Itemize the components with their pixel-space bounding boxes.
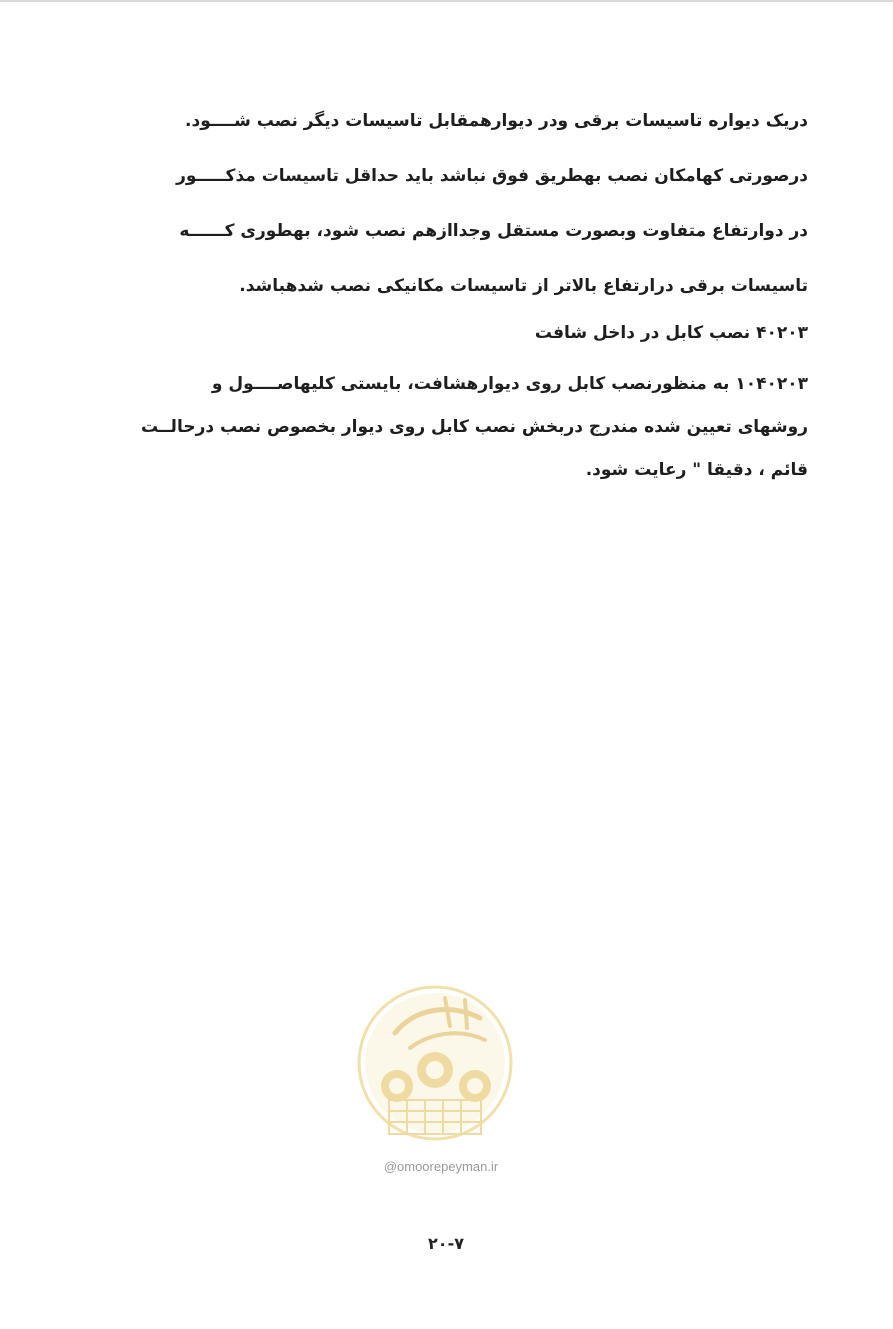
page-number: ۲۰-۷ — [428, 1234, 464, 1253]
paragraph-line: دریک دیواره تاسیسات برقی ودر دیوارهمقابل تاسیسات دیگر نصب شــــود. — [185, 111, 808, 131]
page-top-edge — [0, 0, 893, 2]
paragraph-line: درصورتی کهامکان نصب بهطریق فوق نباشد باید حداقل تاسیسات مذکـــــور — [176, 166, 808, 186]
paragraph-1 — [98, 94, 808, 314]
paragraph-line: تاسیسات برقی درارتفاع بالاتر از تاسیسات مکانیکی نصب شدهباشد. — [239, 276, 808, 296]
section-heading: ۴۰۲۰۳ نصب کابل در داخل شافت — [534, 323, 808, 343]
watermark-logo-graphic — [355, 978, 515, 1148]
paragraph-line: در دوارتفاع متفاوت وبصورت مستقل وجداازهم نصب شود، بهطوری کــــــه — [179, 221, 808, 241]
paragraph-2 — [98, 363, 808, 492]
watermark-logo — [355, 978, 515, 1148]
paragraph-line: قائم ، دقیقا " رعایت شود. — [585, 460, 808, 480]
watermark-url: @omoorepeyman.ir — [383, 1159, 499, 1174]
paragraph-line: ۱۰۴۰۲۰۳ به منظورنصب کابل روی دیوارهشافت، بایستی کلیهاصــــول و — [211, 374, 808, 394]
paragraph-line: روشهای تعیین شده مندرج دربخش نصب کابل روی دیوار بخصوص نصب درحالــت — [140, 417, 808, 437]
